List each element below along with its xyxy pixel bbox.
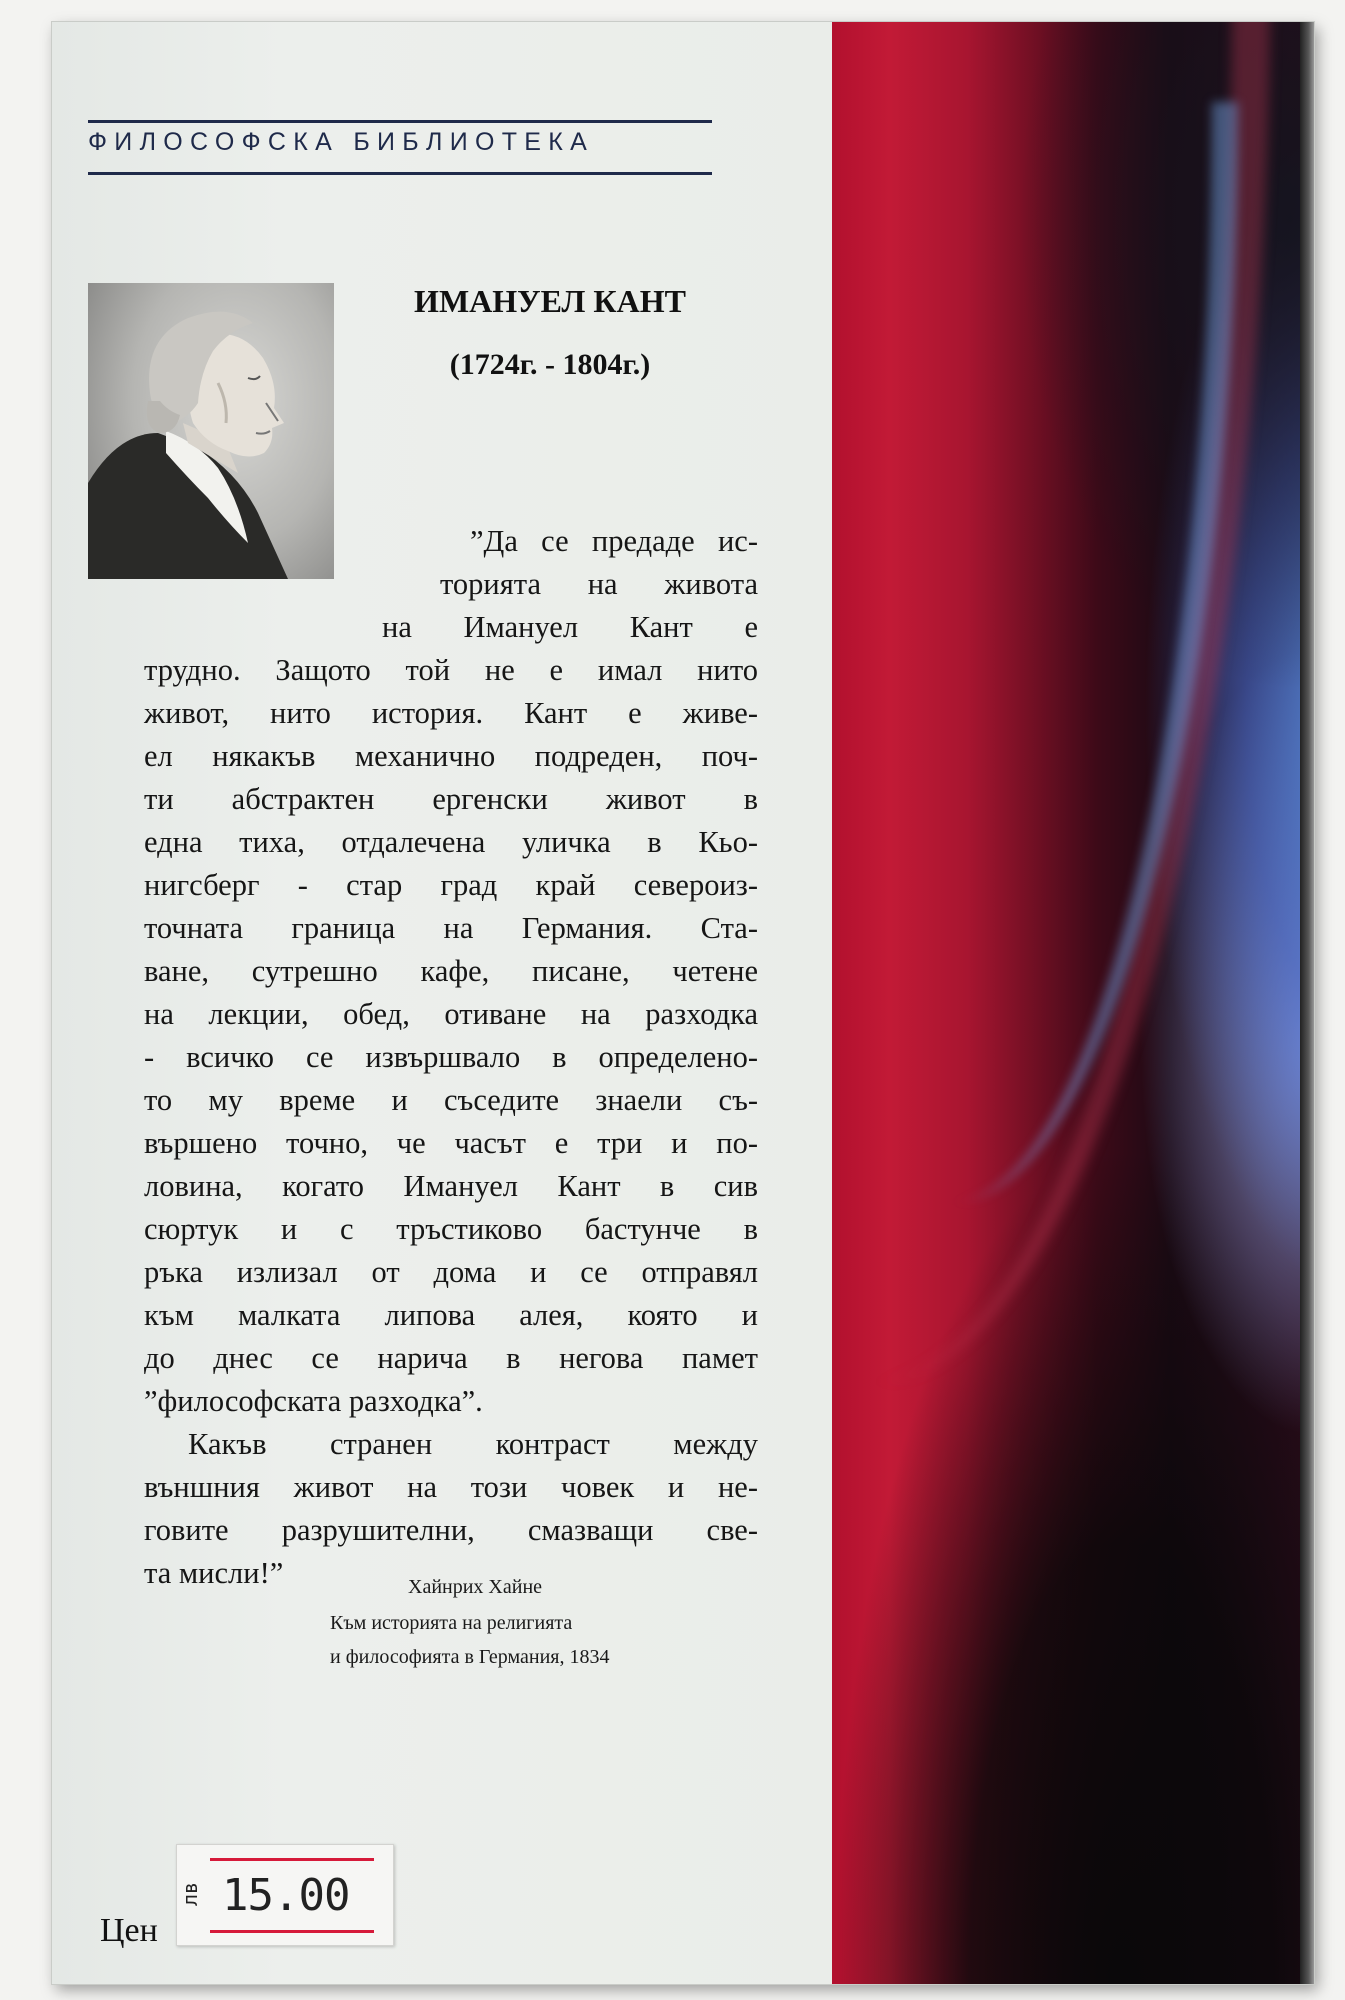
quote-line: нигсберг - стар град край североиз- (144, 868, 758, 902)
quote-line: на Имануел Кант е (382, 610, 758, 644)
quote-line: вършено точно, че часът е три и по- (144, 1126, 758, 1160)
price-mark-top (210, 1858, 374, 1861)
quote-line: трудно. Защото той не е имал нито (144, 653, 758, 687)
attribution-work-line1: Към историята на религията (330, 1612, 573, 1634)
series-rule-top (88, 120, 712, 123)
quote-line: ти абстрактен ергенски живот в (144, 782, 758, 816)
quote-line: ”Да се предаде ис- (470, 524, 758, 558)
quote-line: говите разрушителни, смазващи све- (144, 1513, 758, 1547)
cover-edge (1300, 22, 1314, 1984)
quote-line: на лекции, обед, отиване на разходка (144, 997, 758, 1031)
quote-line: ръка излизал от дома и се отправял (144, 1255, 758, 1289)
attribution-author: Хайнрих Хайне (408, 1576, 543, 1598)
attribution-work-line2: и философията в Германия, 1834 (330, 1646, 610, 1668)
quote-line: Какъв странен контраст между (188, 1427, 758, 1461)
price-mark-bottom (210, 1930, 374, 1933)
quote-line: ловина, когато Имануел Кант в сив (144, 1169, 758, 1203)
quote-line: то му време и съседите знаели съ- (144, 1083, 758, 1117)
price-value: 15.00 (222, 1870, 350, 1921)
series-rule-bottom (88, 172, 712, 175)
series-title: ФИЛОСОФСКА БИБЛИОТЕКА (88, 128, 595, 156)
price-label: Цен (100, 1912, 158, 1949)
author-dates: (1724г. - 1804г.) (449, 348, 651, 381)
quote-line: - всичко се извършвало в определено- (144, 1040, 758, 1074)
quote-line: ел някакъв механично подреден, поч- (144, 739, 758, 773)
quote-line: към малката липова алея, която и (144, 1298, 758, 1332)
quote-line: торията на живота (440, 567, 758, 601)
quote-line: ване, сутрешно кафе, писане, четене (144, 954, 758, 988)
quote-line: външния живот на този човек и не- (144, 1470, 758, 1504)
quote-line: сюртук и с тръстиково бастунче в (144, 1212, 758, 1246)
quote-line: точната граница на Германия. Ста- (144, 911, 758, 945)
portrait-engraving (88, 283, 334, 579)
quote-line: та мисли!” (144, 1556, 284, 1590)
kant-portrait (88, 283, 334, 579)
author-name: ИМАНУЕЛ КАНТ (414, 283, 686, 319)
quote-line: ”философската разходка”. (144, 1384, 483, 1418)
quote-line: една тиха, отдалечена уличка в Кьо- (144, 825, 758, 859)
price-currency: лв (178, 1881, 202, 1906)
quote-line: живот, нито история. Кант е живе- (144, 696, 758, 730)
quote-line: до днес се нарича в негова памет (144, 1341, 758, 1375)
